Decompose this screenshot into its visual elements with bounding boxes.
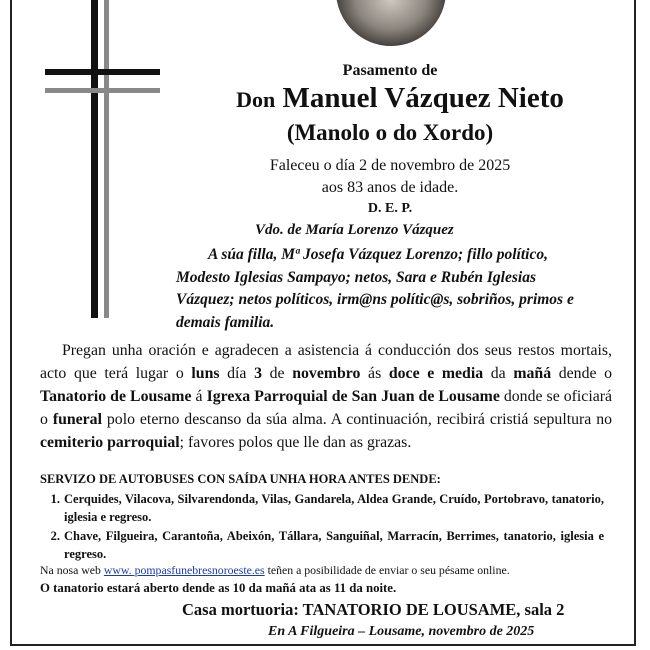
cross-vertical-shadow xyxy=(104,0,109,318)
age-line: aos 83 anos de idade. xyxy=(321,179,459,196)
family-list: A súa filla, Mª Josefa Vázquez Lorenzo; fillo político, Modesto Iglesias Sampayo; netos, Sara e Rubén Iglesias Vázquez; netos políticos, irm@ns polític@s, sobriños, primos e demais familia. xyxy=(176,246,574,331)
place-and-date: En A Filgueira – Lousame, novembro de 2025 xyxy=(268,624,535,639)
bus-route-item xyxy=(38,527,608,563)
bus-route-stops: Chave, Filgueira, Carantoña, Abeixón, Tállara, Sanguiñal, Marracín, Berrimes, tanatorio, iglesia e regreso. xyxy=(64,529,604,561)
death-date: Faleceu o día 2 de novembro de 2025 xyxy=(269,157,511,174)
widower-line: Vdo. de María Lorenzo Vázquez xyxy=(255,222,454,238)
body-bold: novembro xyxy=(292,365,361,382)
body-text: polo eterno descanso da súa alma. A continuación, recibirá cristiá sepultura no xyxy=(101,411,612,428)
body-text: donde se oficiará o xyxy=(40,388,612,428)
announcement-heading: Pasamento de xyxy=(342,62,438,79)
web-suffix: teñen a posibilidade de enviar o seu pésame online. xyxy=(264,563,510,577)
body-bold: luns xyxy=(191,365,220,382)
body-bold: doce e media xyxy=(388,365,484,382)
body-text: á xyxy=(191,388,207,405)
website-link[interactable]: www. pompasfunebresnoroeste.es xyxy=(103,563,265,577)
deceased-name xyxy=(180,82,620,115)
body-text: da xyxy=(483,365,514,382)
opening-hours: O tanatorio estará aberto dende as 10 da mañá ata as 11 da noite. xyxy=(40,581,397,595)
body-text: día xyxy=(219,365,255,382)
body-bold: mañá xyxy=(513,365,552,382)
bus-route-stops: Cerquides, Vilacova, Silvarendonda, Vilas, Gandarela, Aldea Grande, Cruído, Portobravo, tanatorio, iglesia e regreso. xyxy=(64,492,604,524)
body-bold: Igrexa Parroquial de San Juan de Lousame xyxy=(206,388,500,405)
body-text: de xyxy=(262,365,293,382)
body-bold: cemiterio parroquial xyxy=(40,434,180,451)
cross-horizontal-shadow xyxy=(45,88,160,93)
web-condolence-line xyxy=(40,563,510,578)
bus-service-heading: SERVIZO DE AUTOBUSES CON SAÍDA UNHA HORA ANTES DENDE: xyxy=(40,472,441,486)
bus-route-item xyxy=(38,490,608,526)
body-bold: funeral xyxy=(52,411,102,428)
bus-route-number: 1. xyxy=(50,492,60,506)
body-text: ás xyxy=(360,365,389,382)
nickname: (Manolo o do Xordo) xyxy=(286,120,494,145)
bus-route-number: 2. xyxy=(50,529,60,543)
ceremony-paragraph xyxy=(40,339,612,454)
body-text: Pregan unha oración e agradecen a asistencia á conducción dos seus restos mortais, acto que terá lugar o xyxy=(40,342,612,382)
cross-vertical-bar xyxy=(91,0,98,318)
web-prefix: Na nosa web xyxy=(40,563,104,577)
full-name: Manuel Vázquez Nieto xyxy=(282,82,564,114)
rip-line: D. E. P. xyxy=(367,201,413,216)
body-text: ; favores polos que lle dan as grazas. xyxy=(179,434,412,451)
cross-horizontal-bar xyxy=(45,69,160,75)
body-text: dende o xyxy=(551,365,613,382)
funeral-home: Casa mortuoria: TANATORIO DE LOUSAME, sala 2 xyxy=(182,600,565,619)
title-prefix: Don xyxy=(236,87,276,112)
body-bold: 3 xyxy=(254,365,263,382)
body-bold: Tanatorio de Lousame xyxy=(40,388,192,405)
